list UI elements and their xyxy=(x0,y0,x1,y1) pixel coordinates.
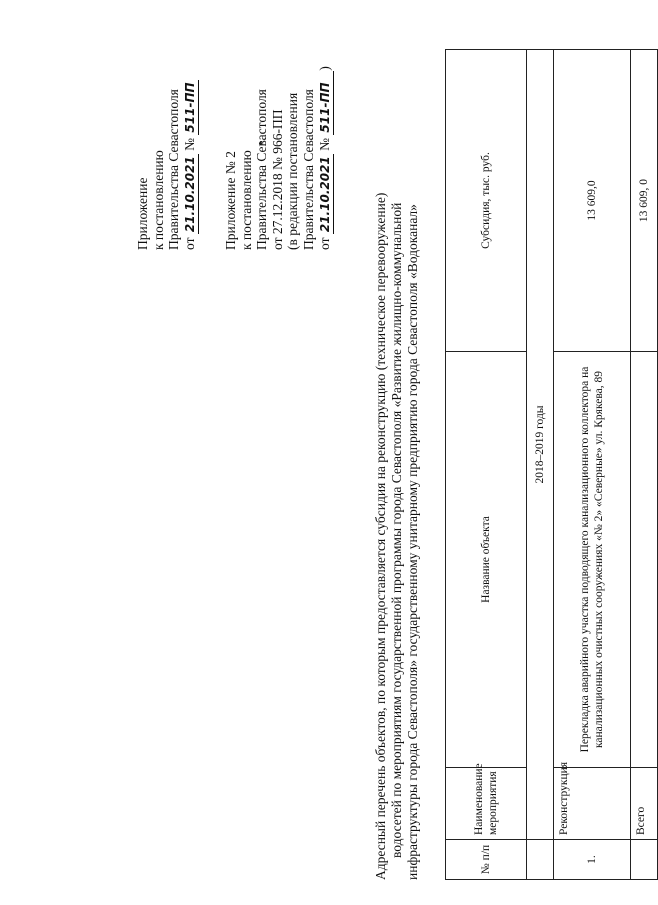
approval-1-number: 511-ПП xyxy=(183,80,200,134)
approval-2-close: ) xyxy=(316,66,332,71)
approval-2-line1: Приложение № 2 xyxy=(223,151,238,250)
row-event: Реконструкция xyxy=(554,768,631,840)
heading-line1: Адресный перечень объектов, по которым предоставляется субсидия на реконструкцию (техническое перевооружение) xyxy=(373,192,388,880)
approval-1-line2: к постановлению xyxy=(150,150,166,250)
approval-1-prefix: от xyxy=(181,237,197,250)
approval-2-line6: Правительства Севастополя xyxy=(300,89,316,250)
subsidy-table xyxy=(445,49,658,880)
heading-line3: инфраструктуры города Севастополя» государственному унитарному предприятию города Севастополя «Водоканал» xyxy=(405,204,421,880)
approval-1-date: 21.10.2021 xyxy=(183,154,200,234)
approval-1-line3: Правительства Севастополя xyxy=(166,89,182,250)
total-object-empty xyxy=(631,352,658,768)
approval-2-line7 xyxy=(317,66,335,250)
rotated-landscape-content xyxy=(35,20,650,880)
total-label: Всего xyxy=(631,768,658,840)
approval-2-line3: Правительства Севастополя xyxy=(254,89,270,250)
approval-block-1 xyxy=(135,80,199,250)
approval-1-line4 xyxy=(182,80,200,250)
total-row xyxy=(631,50,658,880)
header-object: Название объекта xyxy=(446,352,527,768)
heading-line2: водосетей по мероприятиям государственной программы города Севастополя «Развитие жилищно-коммунальной xyxy=(389,202,405,858)
approval-2-num-sign: № xyxy=(316,137,332,151)
total-empty xyxy=(631,840,658,880)
header-event: Наименование мероприятия xyxy=(446,768,527,840)
approval-1-line1: Приложение xyxy=(135,177,150,250)
row-num: 1. xyxy=(554,840,631,880)
year-row xyxy=(527,50,554,880)
approval-2-line2: к постановлению xyxy=(238,150,254,250)
approval-1-num-sign: № xyxy=(181,137,197,151)
year-row-label: 2018–2019 годы xyxy=(527,50,554,840)
approval-2-prefix: от xyxy=(316,237,332,250)
row-object: Перекладка аварийного участка подводящего канализационного коллектора на канализационных очистных сооружениях «№ 2» «Северные» ул. Крякева, 89 xyxy=(554,352,631,768)
approval-2-line5: (в редакции постановления xyxy=(285,92,301,250)
table-row xyxy=(554,50,631,880)
document-heading xyxy=(373,20,422,880)
year-row-empty xyxy=(527,840,554,880)
approval-block-2 xyxy=(223,66,334,250)
approval-2-line4: от 27.12.2018 № 966-ПП xyxy=(269,109,285,250)
approval-2-number: 511-ПП xyxy=(318,71,335,135)
header-num: № п/п xyxy=(446,840,527,880)
total-subsidy: 13 609, 0 xyxy=(631,50,658,352)
table-header-row xyxy=(446,50,527,880)
row-subsidy: 13 609,0 xyxy=(554,50,631,352)
approval-2-date: 21.10.2021 xyxy=(318,154,335,234)
header-subsidy: Субсидия, тыс. руб. xyxy=(446,50,527,352)
